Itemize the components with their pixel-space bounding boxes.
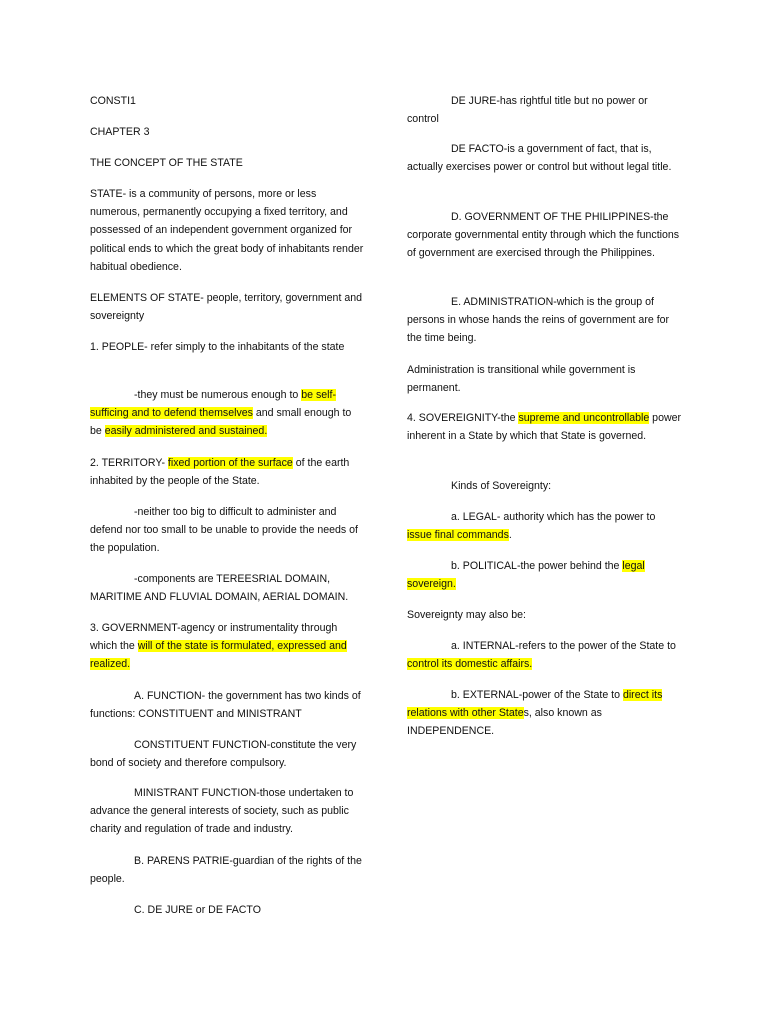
text-segment: 1. PEOPLE- refer simply to the inhabitants of the state: [90, 341, 345, 353]
text-segment: STATE- is a community of persons, more or less numerous, permanently occupying a fixed territory, and possessed of an independent government organized for political ends to which the great body of inhabitants render habitual obedience.: [90, 188, 364, 273]
text-segment: and small enough to be: [90, 407, 352, 438]
defacto-paragraph: [407, 140, 682, 176]
text-segment: -components are TEREESRIAL DOMAIN, MARITIME AND FLUVIAL DOMAIN, AERIAL DOMAIN.: [90, 573, 349, 604]
highlighted-text: supreme and uncontrollable: [518, 412, 650, 424]
political-paragraph: [407, 557, 682, 593]
people-detail-paragraph: [90, 386, 365, 441]
text-segment: THE CONCEPT OF THE STATE: [90, 157, 243, 169]
internal-paragraph: [407, 637, 682, 673]
territory-components-paragraph: [90, 570, 365, 606]
text-segment: a. INTERNAL-refers to the power of the State to: [451, 640, 676, 652]
text-segment: DE JURE-has rightful title but no power or control: [407, 95, 648, 126]
highlighted-text: issue final commands: [407, 529, 509, 542]
text-segment: Sovereignty may also be:: [407, 609, 526, 621]
territory-detail-paragraph: [90, 503, 365, 558]
section-heading: [90, 154, 365, 172]
territory-paragraph: [90, 454, 365, 490]
text-segment: b. POLITICAL-the power behind the: [451, 560, 623, 572]
government-paragraph: [90, 619, 365, 674]
highlighted-text: fixed portion of the surface: [167, 457, 293, 469]
external-paragraph: [407, 686, 682, 741]
highlighted-text: easily administered and sustained.: [104, 425, 268, 438]
text-segment: -they must be numerous enough to: [134, 389, 302, 401]
highlighted-text: control its domestic affairs.: [407, 658, 533, 671]
chapter-heading: [90, 123, 365, 141]
text-segment: -neither too big to difficult to administer and defend nor too small to be unable to provide the needs of the population.: [90, 506, 358, 555]
highlighted-text: direct its relations with other State: [407, 689, 663, 720]
state-definition: [90, 185, 365, 276]
text-segment: A. FUNCTION- the government has two kinds of functions: CONSTITUENT and MINISTRANT: [90, 690, 361, 721]
text-segment: ELEMENTS OF STATE- people, territory, government and sovereignty: [90, 292, 363, 323]
text-segment: C. DE JURE or DE FACTO: [134, 904, 261, 916]
elements-paragraph: [90, 289, 365, 325]
philippines-paragraph: [407, 208, 682, 263]
text-segment: 2. TERRITORY-: [90, 457, 168, 469]
text-segment: 3. GOVERNMENT-agency or instrumentality through which the: [90, 622, 338, 653]
text-segment: .: [508, 529, 512, 542]
text-segment: B. PARENS PATRIE-guardian of the rights of the people.: [90, 855, 362, 886]
text-segment: b. EXTERNAL-power of the State to: [451, 689, 623, 701]
legal-paragraph: [407, 508, 682, 544]
kinds-paragraph: [407, 477, 682, 495]
function-paragraph: [90, 687, 365, 723]
transitional-paragraph: [407, 361, 682, 397]
text-segment: power inherent in a State by which that State is governed.: [407, 412, 682, 443]
constituent-paragraph: [90, 736, 365, 772]
text-segment: D. GOVERNMENT OF THE PHILIPPINES-the corporate governmental entity through which the functions of government are exercised through the Philippines.: [407, 211, 680, 260]
text-segment: of the earth inhabited by the people of the State.: [90, 457, 350, 488]
sovereignty-also-paragraph: [407, 606, 682, 624]
people-paragraph: [90, 338, 365, 356]
dejure-paragraph: [407, 92, 682, 128]
text-segment: CHAPTER 3: [90, 126, 150, 138]
highlighted-text: legal sovereign.: [407, 560, 645, 591]
text-segment: s, also known as INDEPENDENCE.: [407, 707, 602, 738]
dejure-defacto-paragraph: [90, 901, 365, 919]
sovereignty-paragraph: [407, 409, 682, 445]
administration-paragraph: [407, 293, 682, 348]
ministrant-paragraph: [90, 784, 365, 839]
text-segment: Administration is transitional while government is permanent.: [407, 364, 636, 395]
text-segment: CONSTITUENT FUNCTION-constitute the very bond of society and therefore compulsory.: [90, 739, 357, 770]
text-segment: a. LEGAL- authority which has the power to: [451, 511, 656, 523]
text-segment: Kinds of Sovereignty:: [451, 480, 552, 492]
highlighted-text: will of the state is formulated, expressed and realized.: [90, 640, 347, 671]
text-segment: MINISTRANT FUNCTION-those undertaken to advance the general interests of society, such as public charity and regulation of trade and industry.: [90, 787, 354, 836]
parens-patrie-paragraph: [90, 852, 365, 888]
doc-title: [90, 92, 365, 110]
text-segment: DE FACTO-is a government of fact, that is, actually exercises power or control but without legal title.: [407, 143, 672, 174]
text-segment: CONSTI1: [90, 95, 136, 107]
text-segment: E. ADMINISTRATION-which is the group of persons in whose hands the reins of government are for the time being.: [407, 296, 670, 345]
highlighted-text: be self-sufficing and to defend themselves: [90, 389, 336, 420]
text-segment: 4. SOVEREIGNITY-the: [407, 412, 519, 424]
